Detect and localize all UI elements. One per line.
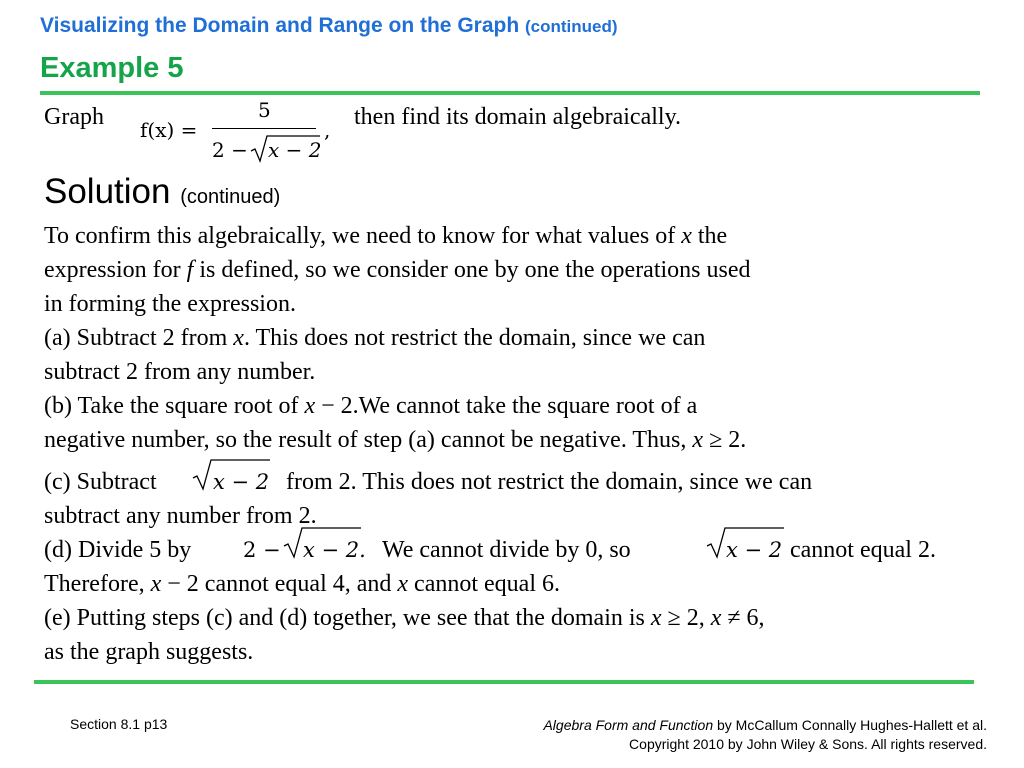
top-divider (40, 91, 980, 95)
body-line-13: as the graph suggests. (44, 639, 254, 665)
footer-credit (543, 716, 987, 754)
body-line-4: (a) Subtract 2 from x. This does not restrict the domain, since we can (44, 325, 706, 351)
formula-comma: , (324, 118, 331, 142)
solution-heading (44, 172, 280, 212)
body-line-2: expression for f is defined, so we consider one by one the operations used (44, 257, 751, 283)
body-line-3: in forming the expression. (44, 291, 296, 317)
footer-book-line: Algebra Form and Function by McCallum Connally Hughes-Hallett et al. (543, 717, 987, 733)
body-line-10a: (d) Divide 5 by (44, 537, 192, 563)
body-line-11: Therefore, x − 2 cannot equal 4, and x cannot equal 6. (44, 571, 560, 597)
formula-denominator-a: 2 − (212, 138, 248, 162)
body-line-1: To confirm this algebraically, we need to know for what values of x the (44, 223, 728, 249)
body-line-10b: We cannot divide by 0, so (382, 537, 631, 563)
body-line-9: subtract any number from 2. (44, 503, 317, 529)
slide-title-suffix: (continued) (525, 17, 618, 36)
formula-radicand: x − 2 (268, 138, 322, 162)
body-line-10-radicand-2: x − 2 (726, 538, 783, 562)
body-line-8b: from 2. This does not restrict the domain, since we can (286, 469, 813, 495)
body-line-6: (b) Take the square root of x − 2.We cannot take the square root of a (44, 393, 698, 419)
problem-tail: then find its domain algebraically. (354, 104, 682, 130)
body-line-8a: (c) Subtract (44, 469, 157, 495)
slide-title (40, 14, 618, 38)
body-line-8-radicand: x − 2 (213, 470, 270, 494)
formula-numerator: 5 (258, 98, 271, 122)
formula-fx: f(x) = (140, 118, 198, 142)
body-line-10c: cannot equal 2. (790, 537, 936, 563)
solution-heading-text: Solution (44, 172, 171, 211)
problem-graph-word: Graph (44, 104, 104, 130)
slide-title-text: Visualizing the Domain and Range on the Graph (40, 14, 520, 37)
bottom-divider (34, 680, 974, 684)
fraction-bar (212, 128, 316, 129)
footer-copyright: Copyright 2010 by John Wiley & Sons. All rights reserved. (629, 736, 987, 752)
problem-formula (140, 100, 360, 166)
body-line-10-radicand: x − 2. (303, 538, 366, 562)
body-line-7: negative number, so the result of step (a) cannot be negative. Thus, x ≥ 2. (44, 427, 747, 453)
example-heading: Example 5 (40, 52, 184, 84)
body-line-12: (e) Putting steps (c) and (d) together, we see that the domain is x ≥ 2, x ≠ 6, (44, 605, 765, 631)
footer-section: Section 8.1 p13 (70, 716, 168, 732)
solution-heading-suffix: (continued) (180, 186, 281, 208)
body-line-5: subtract 2 from any number. (44, 359, 316, 385)
body-line-10-expr-a: 2 − (243, 538, 281, 562)
